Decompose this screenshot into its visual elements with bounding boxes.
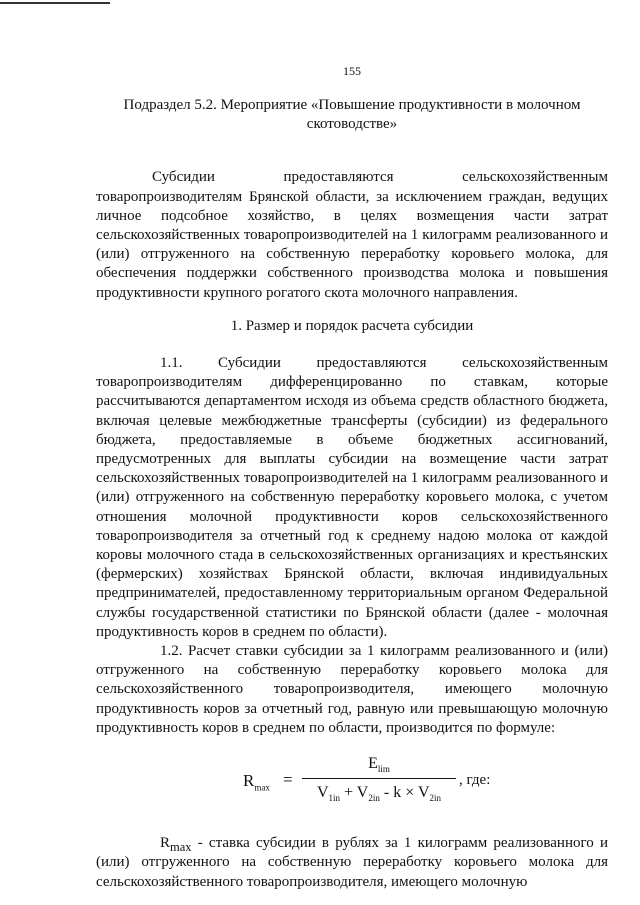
paragraph-1-1: 1.1. Субсидии предоставляются сельскохозяйственным товаропроизводителям дифференцированно по ставкам, которые рассчитываются департаментом исходя из объема средств областного бюджета, включая целевые межбюджетные трансферты (субсидии) из федерального бюджета, предоставляемые в объеме бюджетных ассигнований, предусмотренных для выплаты субсидии на возмещение части затрат сельскохозяйственных товаропроизводителей на 1 килограмм реализованного и (или) отгруженного на собственную переработку коровьего молока, с учетом отношения молочной продуктивности коров сельскохозяйственного товаропроизводителя за отчетный год к среднему надою молока от каждой коровы молочного стада в сельскохозяйственных организациях и крестьянских (фермерских) хозяйствах Брянской области, включая индивидуальных предпринимателей, предоставленному территориальным органом Федеральной службы государственной статистики по Брянской области (далее - молочная продуктивность коров в среднем по области). xyxy=(96,355,608,640)
definition-rmax: $R_{max}$ - ставка субсидии в рублях за 1 килограмм реализованного и (или) отгруженного на собственную переработку коровьего молока для сельскохозяйственного товаропроизводителя, имеющего молочную xyxy=(96,835,608,890)
formula-tail: , где: xyxy=(459,772,491,789)
formula-lhs: $R_{max}$ xyxy=(243,771,270,793)
subsection-title: Подраздел 5.2. Мероприятие «Повышение продуктивности в молочном скотоводстве» xyxy=(123,97,581,133)
formula xyxy=(96,754,608,812)
formula-fraction xyxy=(302,754,456,803)
page-number: 155 xyxy=(343,64,361,78)
formula-denominator: $V_{1in} + V_{2in} - k \times V_{2in}$ xyxy=(316,784,442,804)
top-rule xyxy=(0,2,110,4)
formula-equals: = xyxy=(283,770,293,790)
intro-paragraph: Субсидии предоставляются сельскохозяйственным товаропроизводителям Брянской области, за исключением граждан, ведущих личное подсобное хозяйство, в целях возмещения части затрат сельскохозяйственных товаропроизводителей на 1 килограмм реализованного и (или) отгруженного на собственную переработку коровьего молока, для обеспечения поддержки собственного производства молока и повышения продуктивности крупного рогатого скота молочного направления. xyxy=(96,169,608,301)
document-page xyxy=(96,64,608,892)
paragraph-1-2: 1.2. Расчет ставки субсидии за 1 килограмм реализованного и (или) отгруженного на собственную переработку коровьего молока для сельскохозяйственного товаропроизводителя, имеющего молочную продуктивность коров за отчетный год, равную или превышающую молочную продуктивность коров в среднем по области, производится по формуле: xyxy=(96,643,608,736)
fraction-bar xyxy=(302,778,456,779)
formula-numerator: $E_{lim}$ xyxy=(368,755,390,775)
section-heading: 1. Размер и порядок расчета субсидии xyxy=(230,317,474,334)
